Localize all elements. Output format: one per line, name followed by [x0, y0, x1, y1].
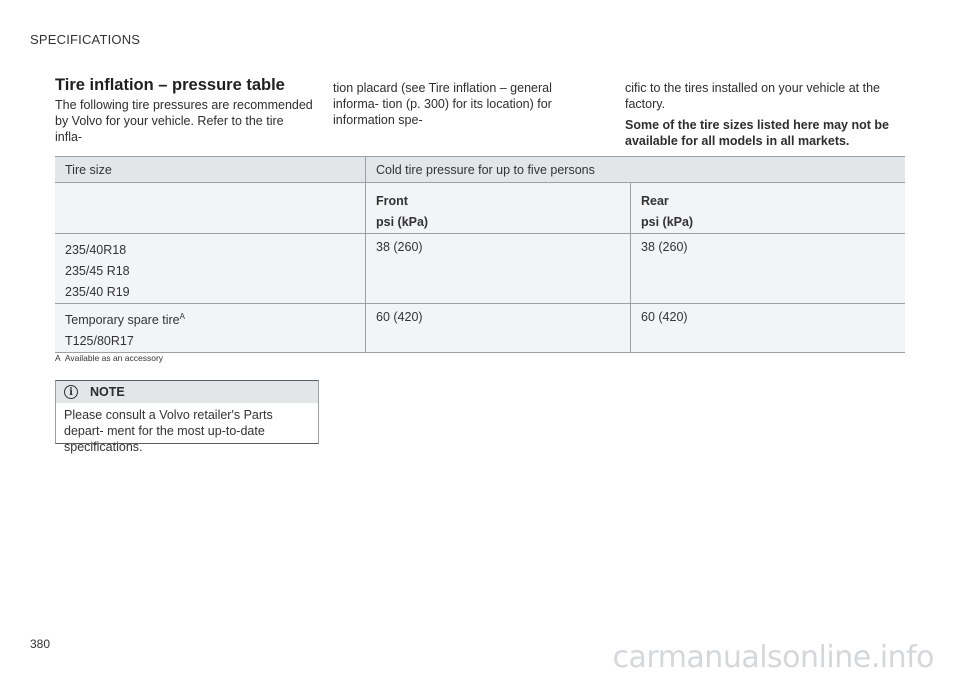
footnote-mark: A	[55, 353, 61, 363]
tire-size: 235/45 R18	[65, 264, 130, 278]
front-unit: psi (kPa)	[376, 215, 429, 229]
rear-pressure: 38 (260)	[641, 240, 688, 254]
tire-size: 235/40R18	[65, 243, 127, 257]
table-row	[55, 234, 905, 304]
intro-text-3: cific to the tires installed on your vehicle at the factory.	[625, 81, 880, 111]
table-row	[55, 304, 905, 353]
header-tire-size: Tire size	[55, 157, 366, 183]
intro-text-1: The following tire pressures are recommended by Volvo for your vehicle. Refer to the tire infla-	[55, 98, 313, 144]
subheader-row	[55, 183, 905, 234]
availability-warning: Some of the tire sizes listed here may not be available for all models in all markets.	[625, 118, 889, 148]
header-cold-pressure: Cold tire pressure for up to five persons	[366, 157, 906, 183]
note-header	[56, 381, 318, 403]
tire-size: T125/80R17	[65, 334, 134, 348]
subheader-rear	[631, 183, 906, 234]
watermark: carmanualsonline.info	[612, 640, 934, 675]
section-header: SPECIFICATIONS	[30, 32, 141, 47]
rear-unit: psi (kPa)	[641, 215, 694, 229]
note-box	[55, 380, 319, 454]
page-title: Tire inflation – pressure table	[55, 76, 285, 94]
info-icon: i	[64, 385, 78, 399]
front-pressure: 60 (420)	[366, 304, 631, 353]
intro-column-1	[55, 97, 313, 145]
tire-size-cell	[55, 234, 366, 304]
note-text: Please consult a Volvo retailer's Parts depart- ment for the most up-to-date specifications.	[64, 408, 273, 454]
subheader-empty	[55, 183, 366, 234]
front-label: Front	[376, 194, 408, 208]
table-footnote	[55, 353, 163, 363]
tire-size-spare	[65, 310, 355, 331]
footnote-text: Available as an accessory	[64, 353, 164, 363]
intro-column-2	[333, 80, 601, 128]
note-label: NOTE	[90, 385, 125, 399]
tire-size: 235/40 R19	[65, 285, 130, 299]
subheader-front	[366, 183, 631, 234]
tire-pressure-table	[55, 156, 905, 353]
spare-label: Temporary spare tire	[65, 313, 180, 327]
intro-text-2: tion placard (see Tire inflation – general informa- tion (p. 300) for its location) for information spe-	[333, 81, 552, 127]
intro-column-3	[625, 80, 910, 149]
table-header-row	[55, 157, 905, 183]
page-number: 380	[30, 637, 51, 651]
rear-label: Rear	[641, 194, 669, 208]
front-pressure: 38 (260)	[366, 234, 631, 304]
tire-size-cell	[55, 304, 366, 353]
rear-pressure: 60 (420)	[641, 310, 688, 324]
footnote-marker: A	[179, 311, 185, 321]
